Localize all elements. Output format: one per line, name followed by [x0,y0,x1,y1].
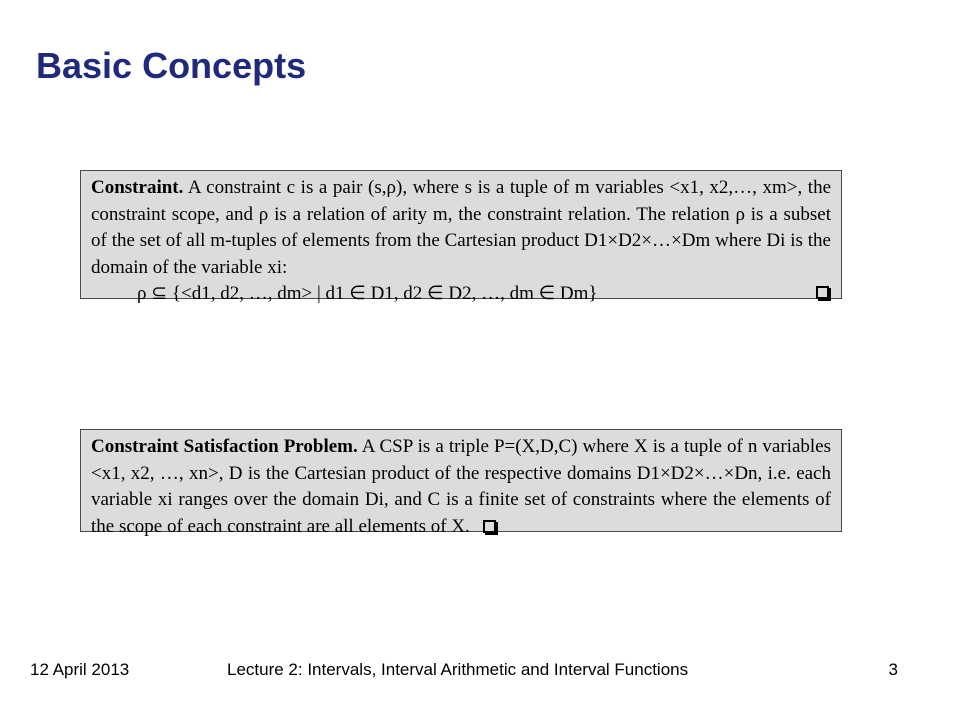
footer-page-number: 3 [888,660,898,679]
constraint-definition-box [80,170,842,304]
csp-definition-body: A CSP is a triple P=(X,D,C) where X is a tuple of n variables <x1, x2, …, xn>, D is the Cartesian product of the respective domains D1×D2×…×Dn, i.e. each variable xi ranges over the domain Di, and C is a finite set of constraints where the elements of the scope of each constraint are all elements of X. [91,436,832,537]
constraint-definition-body: A constraint c is a pair (s,ρ), where s is a tuple of m variables <x1, x2,…, xm>, the constraint scope, and ρ is a relation of arity m, the constraint relation. The relation ρ is a subset of the set of all m-tuples of elements from the Cartesian product D1×D2×…×Dm where Di is the domain of the variable xi: [91,177,831,278]
end-of-definition-box-icon [483,520,496,533]
constraint-definition-text [91,175,831,281]
constraint-term: Constraint. [91,177,184,198]
slide-title: Basic Concepts [36,45,307,86]
csp-definition-box [80,429,842,537]
constraint-relation-line [91,281,831,308]
footer-lecture-title: Lecture 2: Intervals, Interval Arithmetic and Interval Functions [227,660,689,679]
csp-term: Constraint Satisfaction Problem. [91,436,358,457]
footer-date: 12 April 2013 [30,660,130,679]
constraint-relation-formula: ρ ⊆ {<d1, d2, …, dm> | d1 ∈ D1, d2 ∈ D2, …, dm ∈ Dm} [137,283,598,304]
end-of-definition-box-icon [816,286,829,299]
